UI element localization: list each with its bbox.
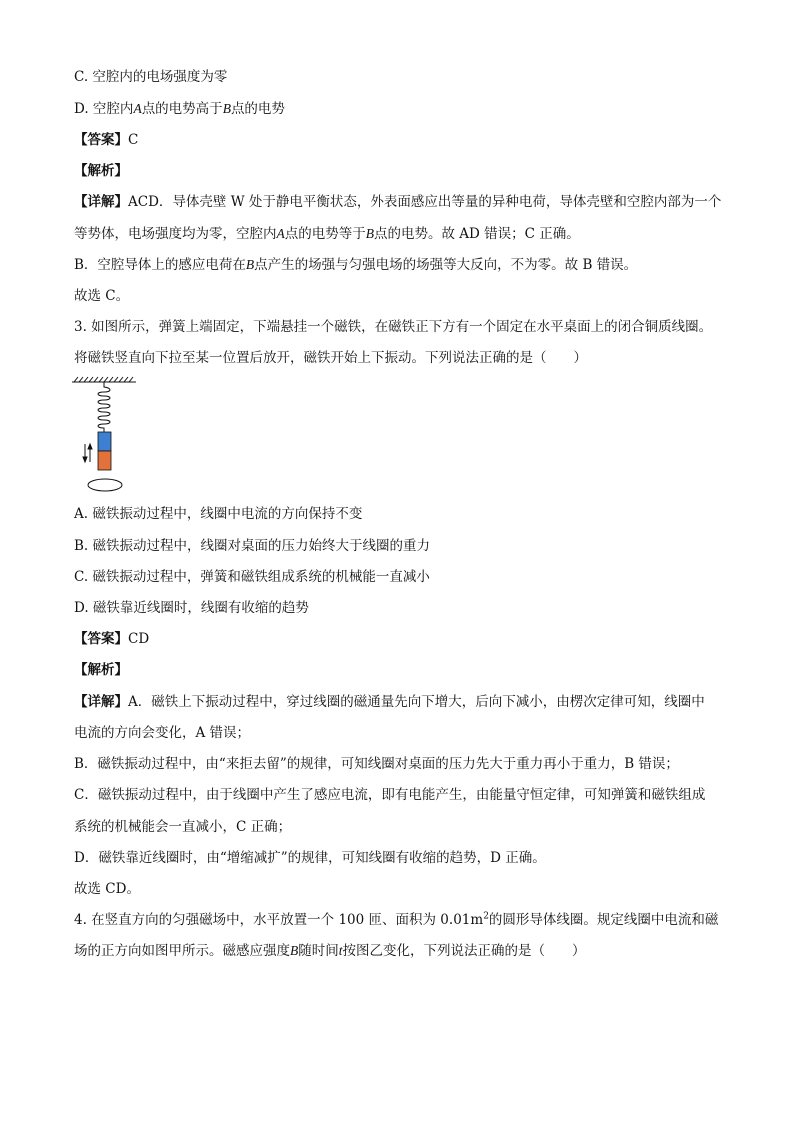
- text: 场的正方向如图甲所示。磁感应强度: [74, 943, 290, 959]
- q3-option-b: B. 磁铁振动过程中，线圈对桌面的压力始终大于线圈的重力: [74, 538, 431, 554]
- text: 点的电势等于: [284, 226, 366, 242]
- var-b: B: [365, 226, 374, 241]
- copper-coil: [88, 479, 122, 491]
- var-b: B: [290, 943, 299, 958]
- q4-stem-line-1: [74, 911, 718, 929]
- q3-stem-line-1: 3. 如图所示，弹簧上端固定，下端悬挂一个磁铁，在磁铁正下方有一个固定在水平桌面上的闭合铜质线圈。: [74, 319, 713, 335]
- answer-value: C: [128, 132, 139, 148]
- up-down-arrows-icon: [83, 444, 92, 462]
- answer-tag: 【答案】: [74, 132, 128, 148]
- superscript: 2: [483, 911, 489, 922]
- text: 4. 在竖直方向的匀强磁场中，水平放置一个 100 匝、面积为 0.01m: [74, 912, 484, 928]
- text: 按图乙变化，下列说法正确的是（ ）: [342, 943, 586, 959]
- q3-detail-d: D．磁铁靠近线圈时，由“增缩减扩”的规律，可知线圈有收缩的趋势，D 正确。: [74, 850, 546, 866]
- magnet-south: [98, 451, 111, 470]
- detail-tag: 【详解】: [74, 694, 128, 710]
- text: 随时间: [298, 943, 339, 959]
- q3-stem-line-2: 将磁铁竖直向下拉至某一位置后放开，磁铁开始上下振动。下列说法正确的是（ ）: [74, 350, 587, 366]
- var-t: t: [338, 943, 343, 958]
- q2-conclusion: 故选 C。: [74, 288, 130, 304]
- q3-detail-a-line-2: 电流的方向会变化，A 错误；: [74, 725, 251, 741]
- text: 的圆形导体线圈。规定线圈中电流和磁: [488, 912, 719, 928]
- q2-option-d: [74, 100, 285, 118]
- text: B．空腔导体上的感应电荷在: [74, 257, 246, 273]
- magnet-north: [98, 432, 111, 451]
- q2-analysis-tag: [74, 162, 128, 180]
- text: 点产生的场强与匀强电场的场强等大反向，不为零。故 B 错误。: [254, 257, 638, 273]
- q3-option-d: D. 磁铁靠近线圈时，线圈有收缩的趋势: [74, 600, 309, 616]
- spring-magnet-figure: [70, 376, 150, 496]
- var-b: B: [245, 257, 255, 272]
- text: 点的电势: [230, 101, 285, 117]
- q3-detail-c-line-2: 系统的机械能会一直减小，C 正确；: [74, 819, 292, 835]
- q2-detail-line-3: [74, 256, 637, 274]
- analysis-tag: 【解析】: [74, 662, 128, 678]
- text: A．磁铁上下振动过程中，穿过线圈的磁通量先向下增大，后向下减小，由楞次定律可知，线圈中: [128, 694, 705, 710]
- q3-option-c: C. 磁铁振动过程中，弹簧和磁铁组成系统的机械能一直减小: [74, 569, 430, 585]
- var-b: B: [222, 101, 231, 116]
- q3-conclusion: 故选 CD。: [74, 881, 140, 897]
- q2-detail-line-2: [74, 225, 580, 243]
- answer-value: CD: [128, 631, 150, 647]
- text: ACD．导体壳壁 W 处于静电平衡状态，外表面感应出等量的异种电荷，导体壳壁和空腔内部为一个: [128, 194, 722, 210]
- text: 点的电势高于: [141, 101, 223, 117]
- q3-analysis-tag: [74, 661, 128, 679]
- spring: [98, 382, 110, 432]
- ceiling-hatch: [72, 377, 136, 382]
- var-a: A: [133, 101, 142, 116]
- q3-option-a: A. 磁铁振动过程中，线圈中电流的方向保持不变: [74, 506, 363, 522]
- q3-detail-c-line-1: C．磁铁振动过程中，由于线圈中产生了感应电流，即有电能产生，由能量守恒定律，可知弹簧和磁铁组成: [74, 787, 706, 803]
- q3-answer: [74, 630, 149, 648]
- text: 等势体，电场强度均为零，空腔内: [74, 226, 277, 242]
- q2-option-c: C. 空腔内的电场强度为零: [74, 69, 228, 85]
- text: 点的电势。故 AD 错误；C 正确。: [374, 226, 580, 242]
- q2-answer: [74, 131, 138, 149]
- analysis-tag: 【解析】: [74, 163, 128, 179]
- text: D. 空腔内: [74, 101, 134, 117]
- q4-stem-line-2: [74, 942, 586, 960]
- answer-tag: 【答案】: [74, 631, 128, 647]
- q3-detail-b: B．磁铁振动过程中，由“来拒去留”的规律，可知线圈对桌面的压力先大于重力再小于重力，B 错误；: [74, 756, 679, 772]
- var-a: A: [276, 226, 285, 241]
- q2-detail-line-1: [74, 193, 721, 211]
- detail-tag: 【详解】: [74, 194, 128, 210]
- q3-detail-a-line-1: [74, 693, 705, 711]
